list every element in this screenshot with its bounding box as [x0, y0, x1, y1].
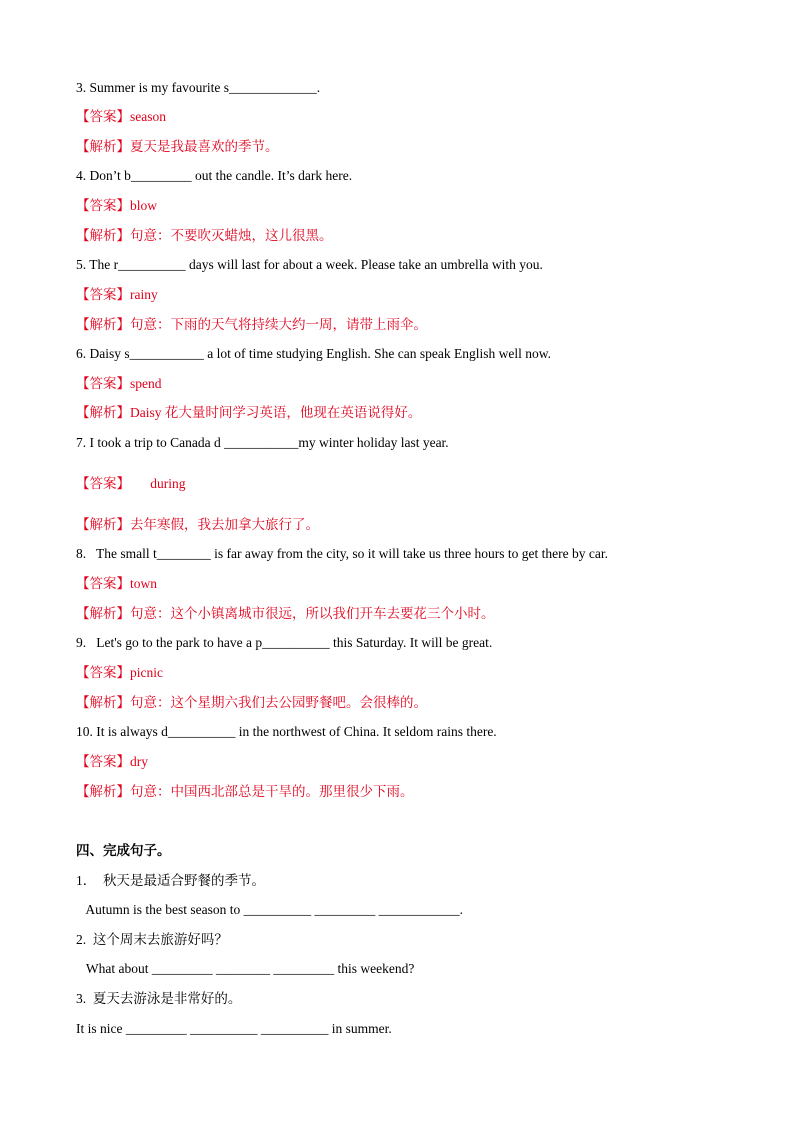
sentence-1-english: Autumn is the best season to __________ _________ ____________. [76, 902, 463, 917]
sentence-1-chinese: 1． 秋天是最适合野餐的季节。 [76, 873, 265, 888]
sentence-2-chinese: 2. 这个周末去旅游好吗？ [76, 932, 228, 947]
answer-4: 【答案】blow [76, 198, 157, 213]
question-10: 10. It is always d__________ in the northwest of China. It seldom rains there. [76, 724, 497, 739]
analysis-4: 【解析】句意：不要吹灭蜡烛，这儿很黑。 [76, 228, 333, 243]
answer-3: 【答案】season [76, 109, 166, 124]
answer-10: 【答案】dry [76, 754, 148, 769]
question-7: 7. I took a trip to Canada d ___________my winter holiday last year. [76, 435, 449, 450]
sentence-3-english: It is nice _________ __________ __________ in summer. [76, 1021, 392, 1036]
question-4: 4. Don’t b_________ out the candle. It’s dark here. [76, 168, 353, 183]
answer-7: 【答案】 during [76, 476, 186, 491]
analysis-7: 【解析】去年寒假，我去加拿大旅行了。 [76, 517, 319, 532]
answer-9: 【答案】picnic [76, 665, 163, 680]
sentence-2-english: What about _________ ________ _________ this weekend? [76, 961, 415, 976]
answer-8: 【答案】town [76, 576, 157, 591]
analysis-9: 【解析】句意：这个星期六我们去公园野餐吧。会很棒的。 [76, 695, 427, 710]
sentence-3-chinese: 3. 夏天去游泳是非常好的。 [76, 991, 242, 1006]
answer-5: 【答案】rainy [76, 287, 158, 302]
question-6: 6. Daisy s___________ a lot of time studying English. She can speak English well now. [76, 346, 551, 361]
answer-6: 【答案】spend [76, 376, 162, 391]
question-9: 9. Let's go to the park to have a p__________ this Saturday. It will be great. [76, 635, 493, 650]
analysis-10: 【解析】句意：中国西北部总是干旱的。那里很少下雨。 [76, 784, 414, 799]
analysis-6: 【解析】Daisy 花大量时间学习英语，他现在英语说得好。 [76, 405, 422, 420]
question-3: 3. Summer is my favourite s_____________. [76, 80, 321, 95]
question-5: 5. The r__________ days will last for about a week. Please take an umbrella with you. [76, 257, 543, 272]
section-heading: 四、完成句子。 [76, 843, 171, 858]
analysis-8: 【解析】句意：这个小镇离城市很远，所以我们开车去要花三个小时。 [76, 606, 495, 621]
analysis-5: 【解析】句意：下雨的天气将持续大约一周，请带上雨伞。 [76, 317, 427, 332]
question-8: 8. The small t________ is far away from the city, so it will take us three hours to get there by car. [76, 546, 608, 561]
analysis-3: 【解析】夏天是我最喜欢的季节。 [76, 139, 279, 154]
